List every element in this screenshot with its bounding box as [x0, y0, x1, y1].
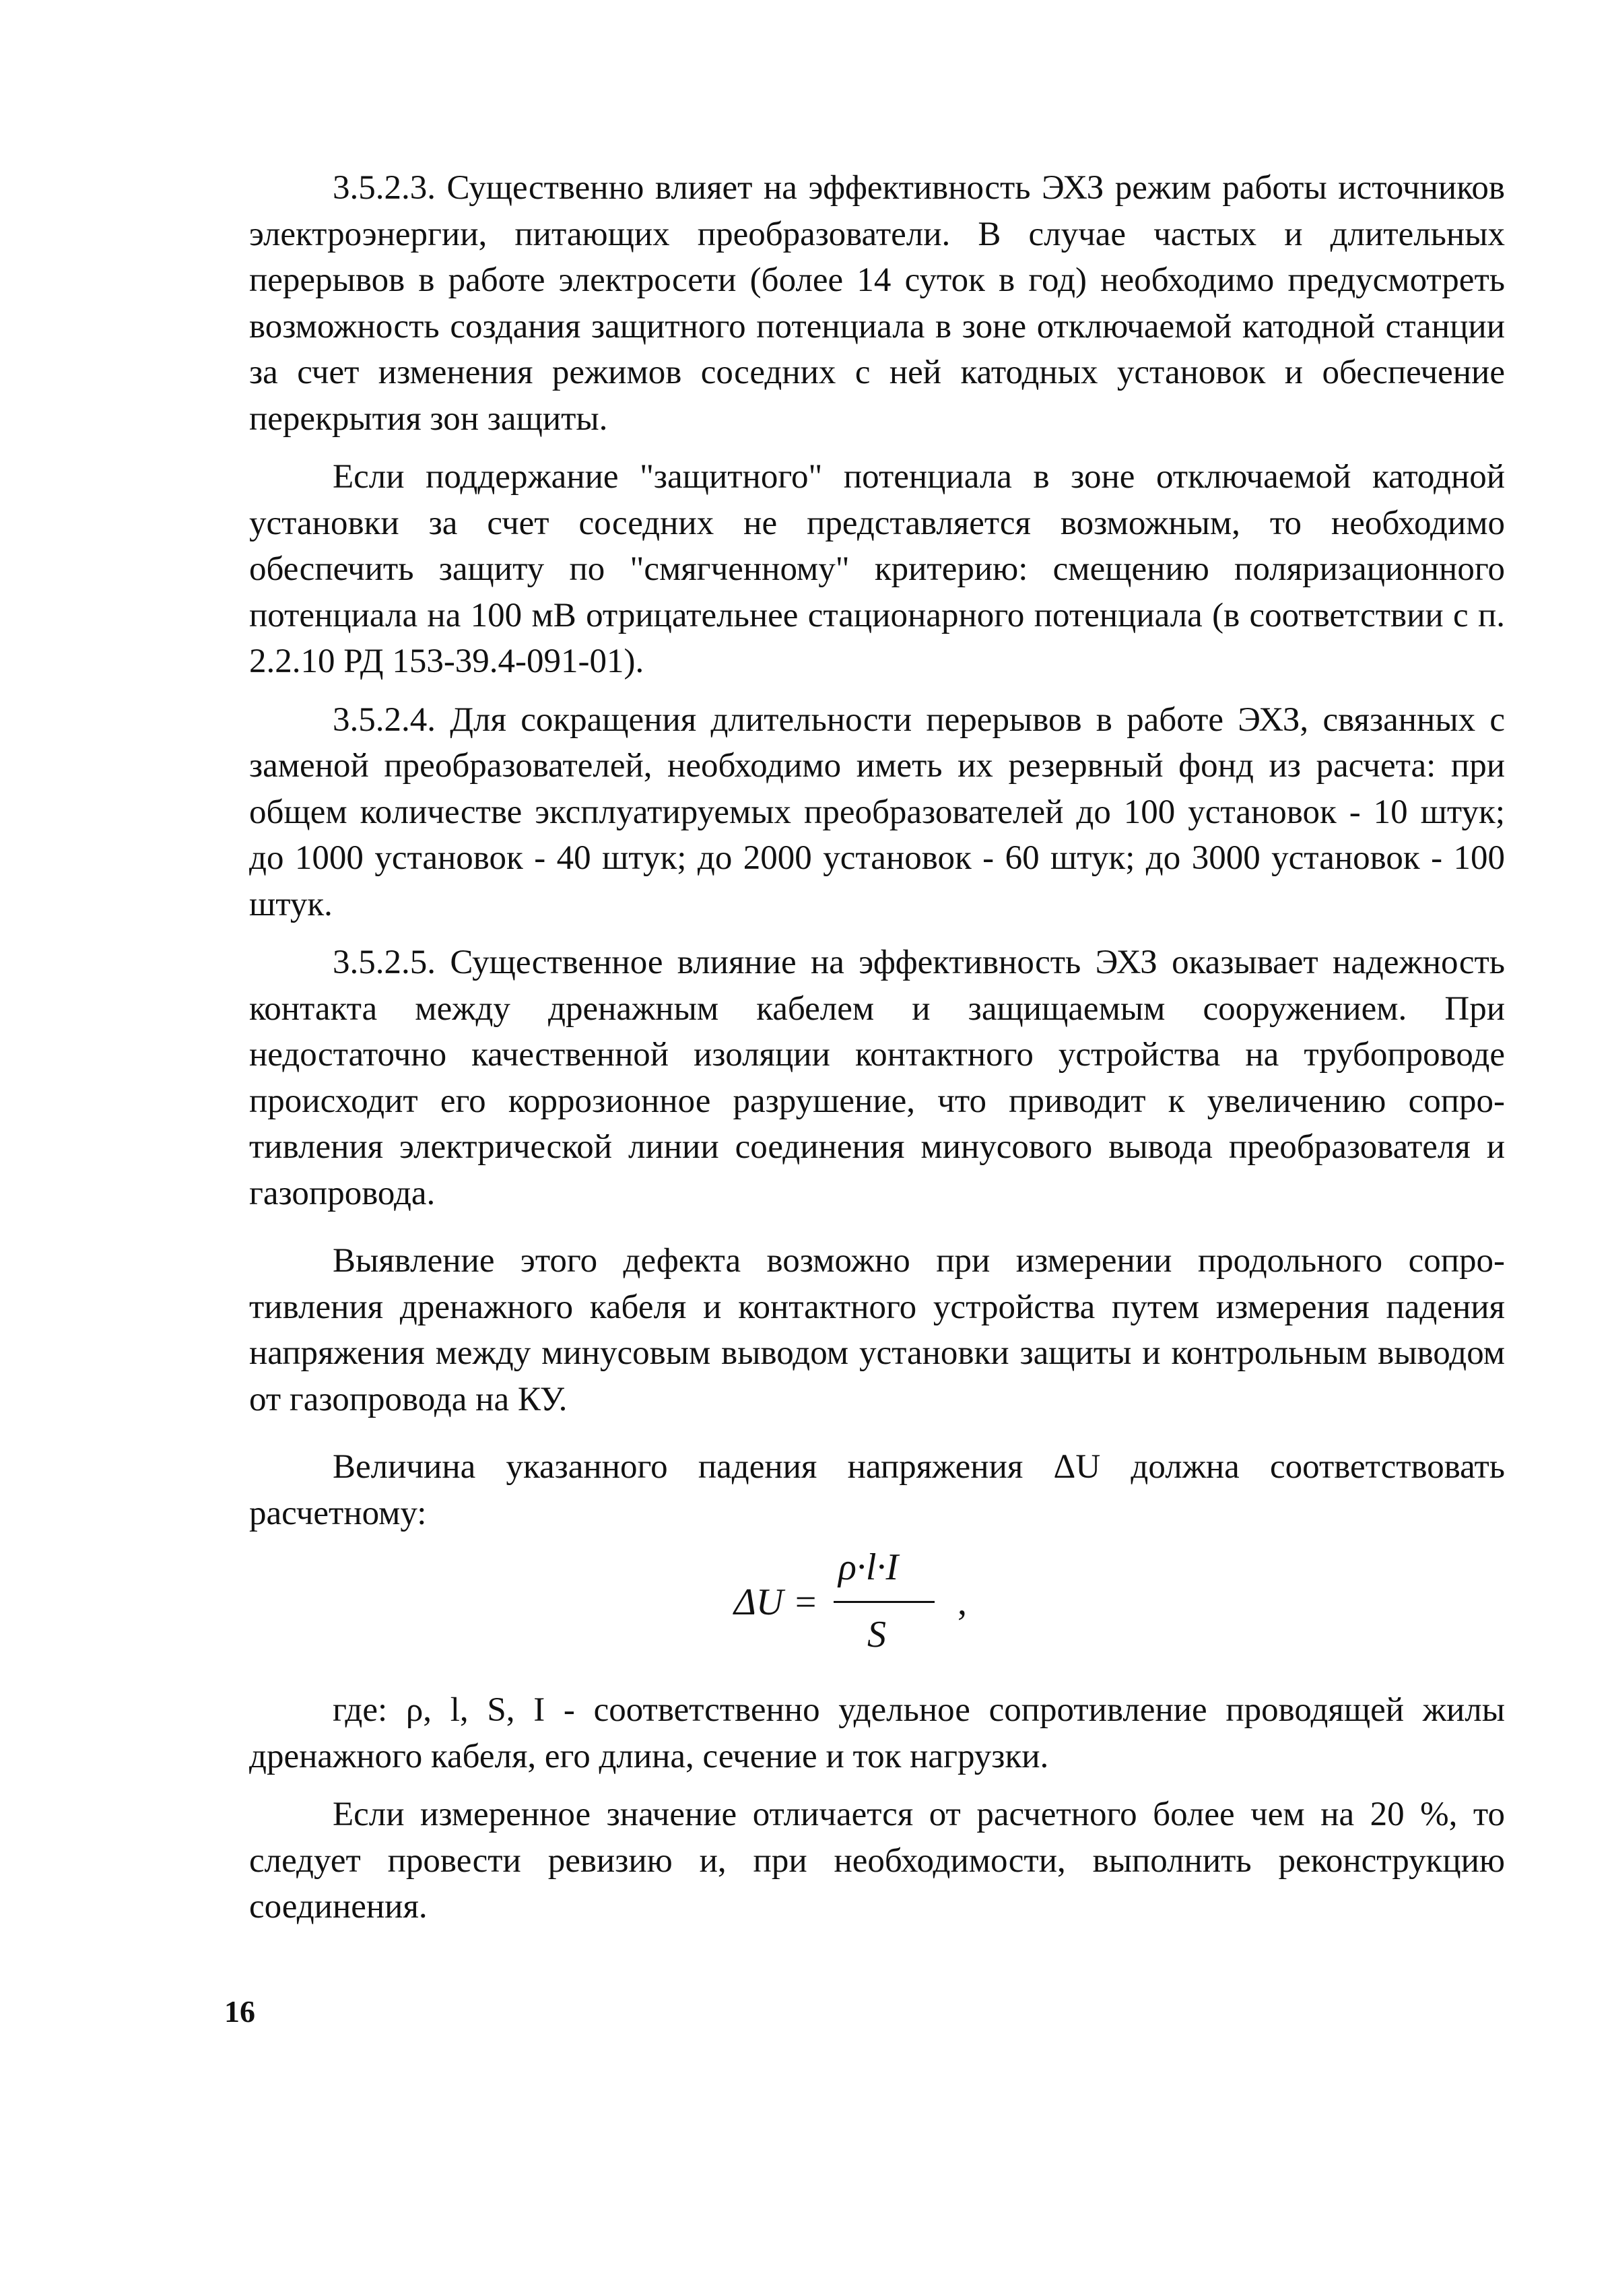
formula-comma: , [958, 1581, 967, 1623]
paragraph-protective-potential: Если поддержание "защитного" потенциала в зоне отключаемой катодной установки за счет соседних не представляется возможным, то необходимо обеспечить защиту по "смягченному" критерию: смещению поляризационного потенциала на 100 мВ отрицательнее стационарного потенциала (в соответствии с п. 2.2.10 РД 153-39.4-091-01). [249, 458, 1505, 680]
paragraph-revision: Если измеренное значение отличается от расчетного более чем на 20 %, то следует провести ревизию и, при необходимости, выполнить реконструкцию соединения. [249, 1796, 1505, 1926]
formula-fraction-bar [834, 1601, 935, 1603]
paragraph-voltage-drop: Величина указанного падения напряжения ΔU должна соответствовать расчетному: [249, 1448, 1505, 1532]
paragraph-3-5-2-3: 3.5.2.3. Существенно влияет на эффективность ЭХЗ режим работы источников электроэнергии, питающих преобразователи. В случае частых и длительных перерывов в работе электросети (более 14 суток в год) необходимо предусмотреть возможность создания защитного потенциала в зоне отключаемой катодной станции за счет изменения режимов соседних с ней катодных установок и обеспечение перекрытия зон защиты. [249, 169, 1505, 438]
page-number: 16 [224, 1994, 255, 2029]
formula-denominator: S [867, 1614, 886, 1655]
paragraph-formula-legend: где: ρ, l, S, I - соответственно удельное сопротивление проводящей жилы дренажного кабеля, его длина, сечение и ток нагрузки. [249, 1691, 1505, 1775]
paragraph-3-5-2-4: 3.5.2.4. Для сокращения длительности перерывов в работе ЭХЗ, связанных с заменой преобразователей, необходимо иметь их резервный фонд из расчета: при общем количестве эксплуатируемых преобразователей до 100 установок - 10 штук; до 1000 установок - 40 штук; до 2000 установок - 60 штук; до 3000 установок - 100 штук. [249, 700, 1505, 923]
formula-lhs: ΔU = [734, 1581, 819, 1623]
paragraph-defect-detection: Выявление этого дефекта возможно при измерении продольного сопротивления дренажного кабеля и контактного устройства путем измерения падения напряжения между минусовым выводом установки защиты и контрольным выводом от газопровода на КУ. [249, 1242, 1505, 1418]
formula-numerator: ρ·l·I [838, 1546, 899, 1588]
paragraph-3-5-2-5: 3.5.2.5. Существенное влияние на эффективность ЭХЗ оказывает надежность контакта между дренажным кабелем и защищаемым сооружением. При недостаточно качественной изоляции контактного устройства на трубопроводе происходит его коррозионное разрушение, что приводит к увеличению сопротивления электрической линии соединения минусового вывода преобразователя и газопровода. [249, 944, 1505, 1212]
voltage-drop-formula [249, 1546, 1505, 1680]
document-body [249, 165, 1505, 1930]
